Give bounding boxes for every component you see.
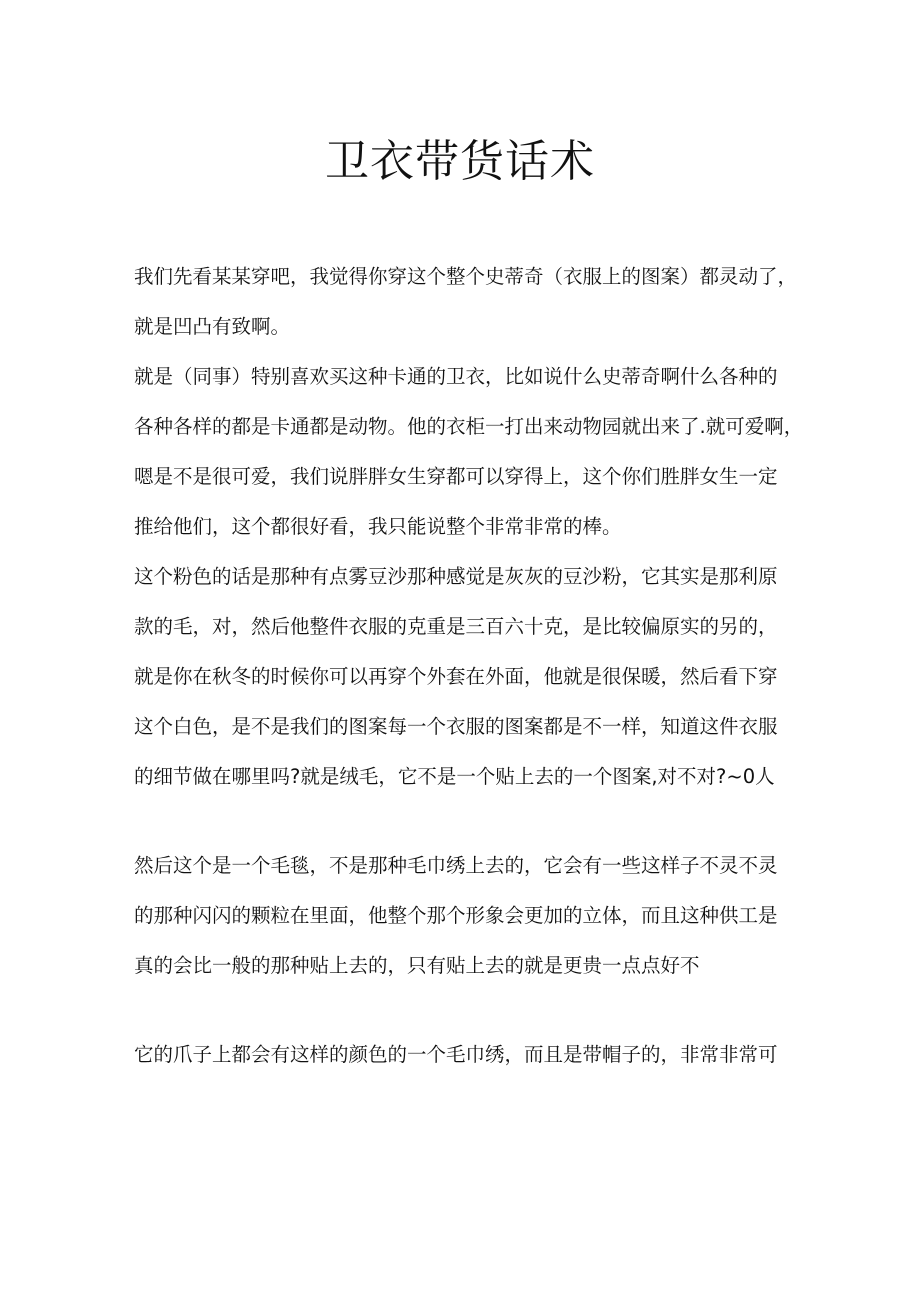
text-line: 款的毛，对，然后他整件衣服的克重是三百六十克，是比较偏原实的另的，: [134, 615, 778, 638]
text-line: 各种各样的都是卡通都是动物。他的衣柜一打出来动物园就出来了.就可爱啊，: [134, 415, 804, 438]
text-line: 的那种闪闪的颗粒在里面，他整个那个形象会更加的立体，而且这种供工是: [134, 904, 778, 927]
text-line: 嗯是不是很可爱，我们说胖胖女生穿都可以穿得上，这个你们胜胖女生一定: [134, 465, 778, 488]
text-line: 然后这个是一个毛毯，不是那种毛巾绣上去的，它会有一些这样子不灵不灵: [134, 854, 778, 877]
page-title: 卫衣带货话术: [325, 136, 595, 187]
text-line: 它的爪子上都会有这样的颜色的一个毛巾绣，而且是带帽子的，非常非常可: [134, 1043, 778, 1066]
text-line: 就是你在秋冬的时候你可以再穿个外套在外面，他就是很保暖，然后看下穿: [134, 665, 778, 688]
text-line: 我们先看某某穿吧，我觉得你穿这个整个史蒂奇（衣服上的图案）都灵动了，: [134, 265, 798, 288]
text-line: 的细节做在哪里吗?就是绒毛，它不是一个贴上去的一个图案,对不对?~0人: [134, 765, 775, 788]
text-line: 就是凹凸有致啊。: [134, 315, 291, 338]
paragraph-gap: [134, 991, 799, 1030]
paragraph-gap: [134, 802, 799, 841]
document-body: [134, 252, 804, 1080]
text-line: 这个白色，是不是我们的图案每一个衣服的图案都是不一样，知道这件衣服: [134, 715, 778, 738]
text-line: 真的会比一般的那种贴上去的，只有贴上去的就是更贵一点点好不: [134, 954, 700, 977]
text-line: 就是（同事）特别喜欢买这种卡通的卫衣，比如说什么史蒂奇啊什么各种的: [134, 365, 778, 388]
text-line: 推给他们，这个都很好看，我只能说整个非常非常的棒。: [134, 515, 622, 538]
text-line: 这个粉色的话是那种有点雾豆沙那种感觉是灰灰的豆沙粉，它其实是那利原: [134, 565, 778, 588]
